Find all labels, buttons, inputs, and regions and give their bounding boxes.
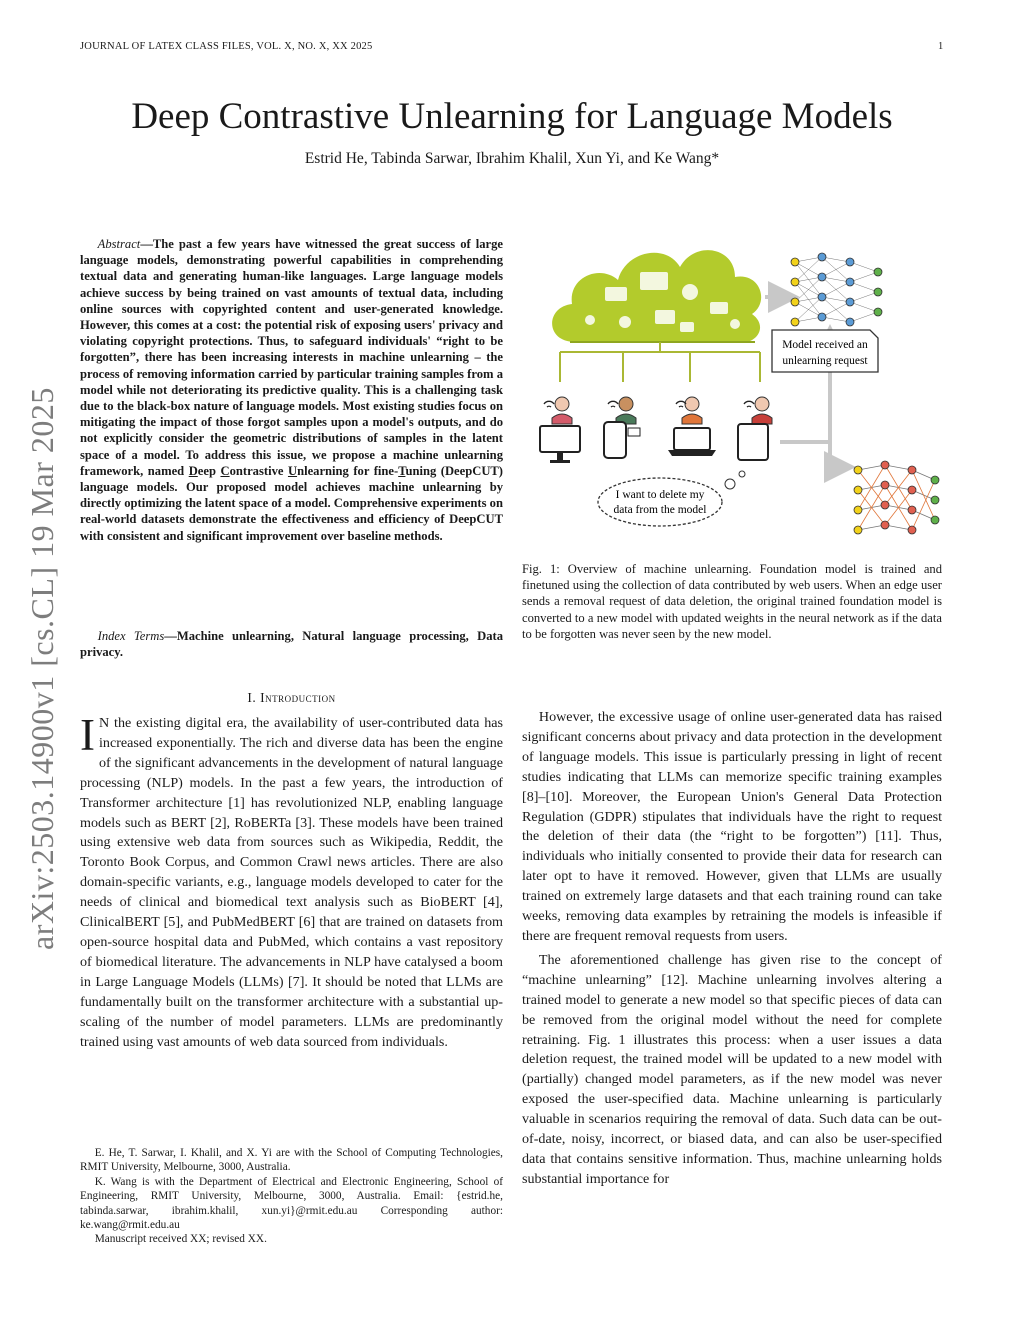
arxiv-stamp: arXiv:2503.14900v1 [cs.CL] 19 Mar 2025 bbox=[24, 387, 60, 950]
user-phone-icon bbox=[604, 397, 640, 458]
footnote-manuscript: Manuscript received XX; revised XX. bbox=[94, 1233, 267, 1246]
original-model-network bbox=[791, 253, 882, 326]
drop-cap: I bbox=[80, 710, 95, 760]
paragraph-privacy: However, the excessive usage of online user-generated data has raised significant concerns about privacy and data protection in the development of language models. This issue is particularly pressing in light of recent studies indicating that LLMs can memorize specific training examples [8]–[10]. Moreover, the European Union's General Data Protection Regulation (GDPR) stipulates that individuals have the right to request the deletion of their data (the “right to be forgotten”) [11]. Thus, individuals who initially consented to provide their data for research can later opt to have it removed. However, given that LLMs are usually trained on extremely large datasets and that each training round can take weeks, removing data examples by retraining the models is infeasible if there are frequent removal requests from users. bbox=[522, 709, 942, 944]
abstract-text-b: (DeepCUT) language models. Our proposed model achieves machine unlearning by directly optimizing the latent space of a model. Comprehensive experiments on real-world datasets demonstrate the effectiveness and efficiency of DeepCUT with consistent and significant improvement over baseline methods. bbox=[80, 463, 504, 543]
page-number: 1 bbox=[938, 41, 944, 52]
footnotes bbox=[80, 1146, 503, 1247]
section-heading bbox=[80, 690, 503, 706]
user-thought-bubble bbox=[598, 471, 745, 526]
thought-line-1: I want to delete my bbox=[615, 489, 705, 501]
figure-machine-unlearning bbox=[530, 232, 940, 550]
running-header: JOURNAL OF LATEX CLASS FILES, VOL. X, NO. X, XX 2025 bbox=[80, 41, 373, 52]
unlearning-request-note bbox=[772, 330, 878, 372]
acronym-word-3: nlearning for fine- bbox=[297, 463, 399, 478]
intro-paragraph bbox=[80, 710, 503, 1052]
section-numeral: I. bbox=[247, 690, 261, 705]
request-line-2: unlearning request bbox=[782, 355, 868, 367]
right-column-body bbox=[522, 708, 942, 1190]
footnote-affiliation-1: E. He, T. Sarwar, I. Khalil, and X. Yi are with the School of Computing Technologies, RMIT University, Melbourne, 3000, Australia. bbox=[80, 1147, 503, 1174]
user-tablet-icon bbox=[738, 397, 772, 460]
request-line-1: Model received an bbox=[782, 339, 868, 351]
section-title: Introduction bbox=[260, 690, 336, 705]
acronym-letter-t: T bbox=[398, 463, 406, 478]
index-terms bbox=[80, 628, 503, 660]
acronym-word-2: ontrastive bbox=[229, 463, 288, 478]
user-desktop-icon bbox=[540, 397, 580, 463]
author-list: Estrid He, Tabinda Sarwar, Ibrahim Khalil, Xun Yi, and Ke Wang* bbox=[304, 150, 720, 167]
abstract-label: Abstract bbox=[97, 237, 141, 251]
acronym-word-1: eep bbox=[197, 463, 221, 478]
thought-line-2: data from the model bbox=[613, 504, 707, 516]
acronym-letter-c: C bbox=[220, 463, 230, 478]
intro-text: N the existing digital era, the availability of user-contributed data has increased exponentially. The rich and diverse data has been the engine of the significant advancements in the development of natural language processing (NLP) models. In the past a few years, the introduction of Transformer architecture [1] has revolutionized NLP, enabling language models such as BERT [2], RoBERTa [3]. These models have been trained using extensive web data from sources such as Wikipedia, Reddit, the Toronto Book Corpus, and Common Crawl news articles. There are also domain-specific variants, e.g., language models developed to cater for the needs of clinical and biomedical text analysis such as BioBERT [4], ClinicalBERT [5], and PubMedBERT [6] that are trained on datasets from open-source hospital data and PubMed, which contains a vast repository of biomedical literature. The advancements in NLP have catalysed a boom in Large Language Models (LLMs) [7]. It should be noted that LLMs are fundamentally built on the transformer architecture with a substantial up-scaling of the number of model parameters. LLMs are predominantly trained using vast amounts of web data sourced from individuals. bbox=[80, 715, 503, 1050]
wifi-icon bbox=[544, 401, 754, 407]
paragraph-machine-unlearning: The aforementioned challenge has given rise to the concept of “machine unlearning” [12]. Machine unlearning involves altering a trained model to generate a new model so that specific pieces of data can be removed from the original model without the need for complete retraining. Fig. 1 illustrates this process: when a user issues a data deletion request, the trained model will be updated to a new model with (partially) changed model parameters, as if the new model was never exposed the user-specified data. Machine unlearning is particularly valuable in scenarios requiring the removal of data. Such data can be out-of-date, noisy, incorrect, or biased data, and can also be user-specified data that contains sensitive information. Thus, machine unlearning holds substantial importance for bbox=[522, 951, 942, 1187]
acronym-letter-d: D bbox=[188, 463, 198, 478]
user-laptop-icon bbox=[668, 397, 716, 456]
index-terms-label: Index Terms bbox=[97, 629, 165, 643]
footnote-affiliation-2: K. Wang is with the Department of Electrical and Electronic Engineering, School of Engineering, RMIT University, Melbourne, 3000, Australia. Email: {estrid.he, tabinda.sarwar, ibrahim.khalil, xun.yi}@rmit.edu.au Corresponding author: ke.wang@rmit.edu.au bbox=[80, 1175, 503, 1232]
unlearned-model-network bbox=[854, 461, 939, 534]
figure-caption: Fig. 1: Overview of machine unlearning. Foundation model is trained and finetuned using the collection of data contributed by web users. When an edge user sends a removal request of data deletion, the original trained foundation model is converted to a new model with updated weights in the neural network as if the data to be forgotten was never seen by the new model. bbox=[522, 562, 942, 641]
index-terms-text: —Machine unlearning, Natural language processing, Data privacy. bbox=[80, 629, 503, 660]
acronym-word-4: uning bbox=[405, 463, 437, 478]
abstract-text-a: —The past a few years have witnessed the great success of large language models, demonstrating powerful capabilities in comprehending textual data and generating human-like languages. Large language models achieve success by being trained on vast amounts of textual data, including online sources with copyrighted content and user-generated knowledge. However, this comes at a cost: the potential risk of exposing users' privacy and violating copyright protections. Thus, to safeguard individuals' “right to be forgotten”, there has been increasing interests in machine unlearning – the process of removing information carried by particular training samples from a model while not deteriorating its predictive quality. This is a challenging task due to the black-box nature of language models. Most existing studies focus on mitigating the impact of those forgot samples upon a model's outputs, and do not explicitly consider the geometric distributions of samples in the latent space of a model. To address this issue, we propose a machine unlearning framework, named bbox=[80, 237, 503, 478]
data-cloud-icon bbox=[552, 250, 761, 343]
paper-title: Deep Contrastive Unlearning for Language Models bbox=[131, 96, 893, 137]
abstract bbox=[80, 236, 503, 544]
acronym-letter-u: U bbox=[287, 463, 298, 478]
